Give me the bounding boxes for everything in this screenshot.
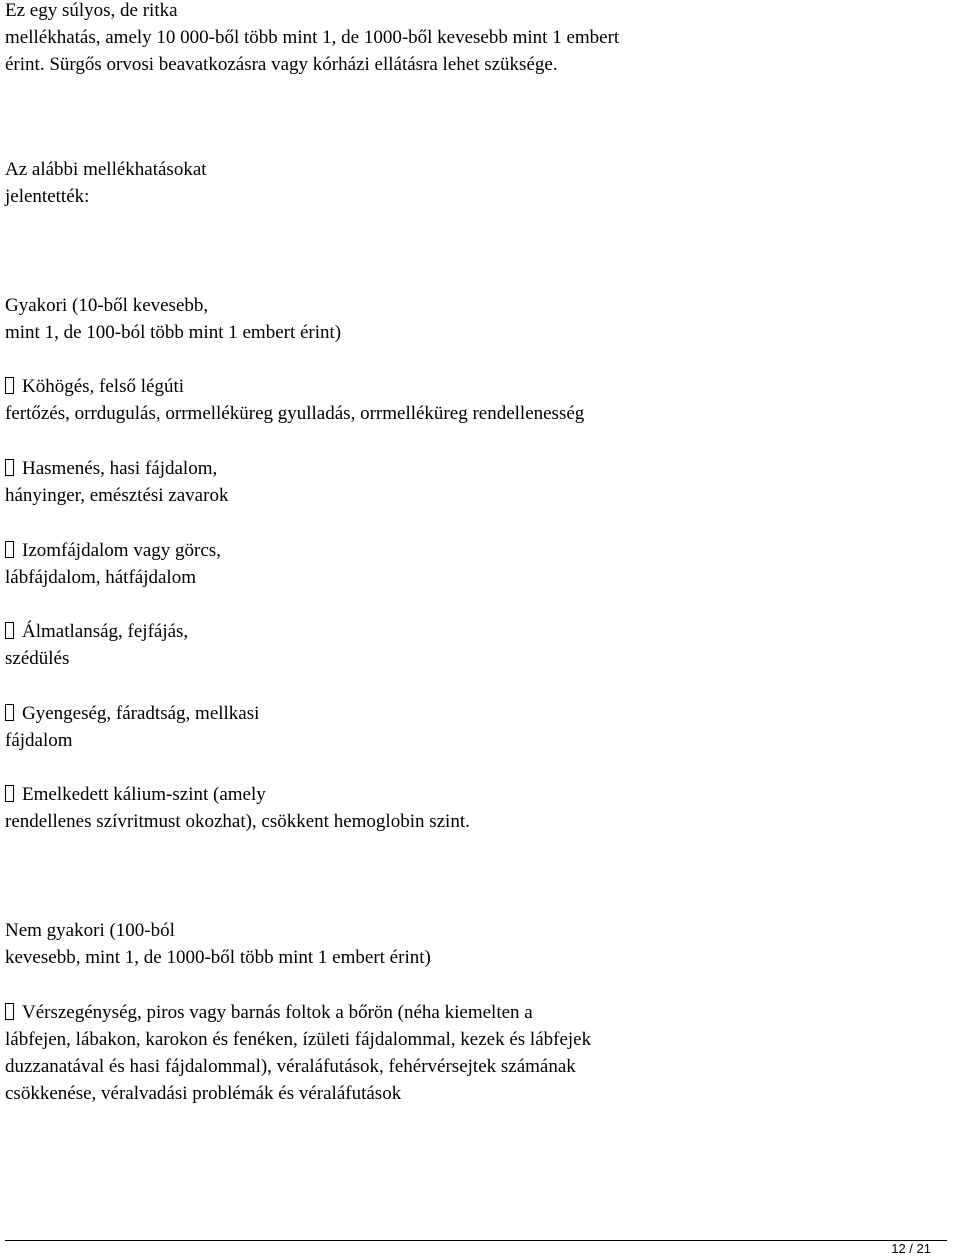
text-line: jelentették: (5, 186, 90, 207)
list-item (5, 781, 945, 835)
text-line: érint. Sürgős orvosi beavatkozásra vagy kórházi ellátásra lehet szüksége. (5, 54, 558, 75)
text-line: duzzanatával és hasi fájdalommal), véraláfutások, fehérvérsejtek számának (5, 1056, 576, 1077)
text-line: mint 1, de 100-ból több mint 1 embert érint) (5, 322, 342, 343)
list-item-text: Emelkedett kálium-szint (amely (22, 784, 266, 805)
list-item-text: Hasmenés, hasi fájdalom, (22, 458, 218, 479)
bullet-icon (5, 377, 14, 394)
common-heading (5, 292, 945, 346)
list-item-text: Álmatlanság, fejfájás, (22, 621, 189, 642)
text-line: fertőzés, orrdugulás, orrmelléküreg gyulladás, orrmelléküreg rendellenesség (5, 403, 585, 424)
list-item-text: Gyengeség, fáradtság, mellkasi (22, 703, 260, 724)
text-line: kevesebb, mint 1, de 1000-ből több mint 1 embert érint) (5, 947, 431, 968)
bullet-icon (5, 785, 14, 802)
bullet-icon (5, 704, 14, 721)
list-item-text: Köhögés, felső légúti (22, 376, 185, 397)
list-item (5, 999, 945, 1107)
text-line: rendellenes szívritmust okozhat), csökkent hemoglobin szint. (5, 811, 470, 832)
list-item (5, 618, 945, 672)
text-line: Gyakori (10-ből kevesebb, (5, 295, 209, 316)
uncommon-heading (5, 917, 945, 971)
page-number: 12 / 21 (891, 1241, 931, 1256)
text-line: hányinger, emésztési zavarok (5, 485, 229, 506)
text-line: csökkenése, véralvadási problémák és véraláfutások (5, 1083, 402, 1104)
text-line: mellékhatás, amely 10 000-ből több mint 1, de 1000-ből kevesebb mint 1 embert (5, 27, 620, 48)
list-item-text: Izomfájdalom vagy görcs, (22, 540, 221, 561)
list-item (5, 700, 945, 754)
bullet-icon (5, 1003, 14, 1020)
list-item (5, 537, 945, 591)
text-line: Nem gyakori (100-ból (5, 920, 175, 941)
bullet-icon (5, 459, 14, 476)
bullet-icon (5, 622, 14, 639)
text-line: lábfájdalom, hátfájdalom (5, 567, 196, 588)
intro-paragraph (5, 0, 945, 78)
text-line: lábfejen, lábakon, karokon és fenéken, ízületi fájdalommal, kezek és lábfejek (5, 1029, 592, 1050)
text-line: Ez egy súlyos, de ritka (5, 0, 178, 21)
footer-divider (5, 1240, 947, 1241)
list-item (5, 373, 945, 427)
reported-paragraph (5, 156, 945, 210)
bullet-icon (5, 541, 14, 558)
text-line: Az alábbi mellékhatásokat (5, 159, 207, 180)
list-item-text: Vérszegénység, piros vagy barnás foltok a bőrön (néha kiemelten a (22, 1002, 533, 1023)
text-line: szédülés (5, 648, 70, 669)
text-line: fájdalom (5, 730, 73, 751)
list-item (5, 455, 945, 509)
